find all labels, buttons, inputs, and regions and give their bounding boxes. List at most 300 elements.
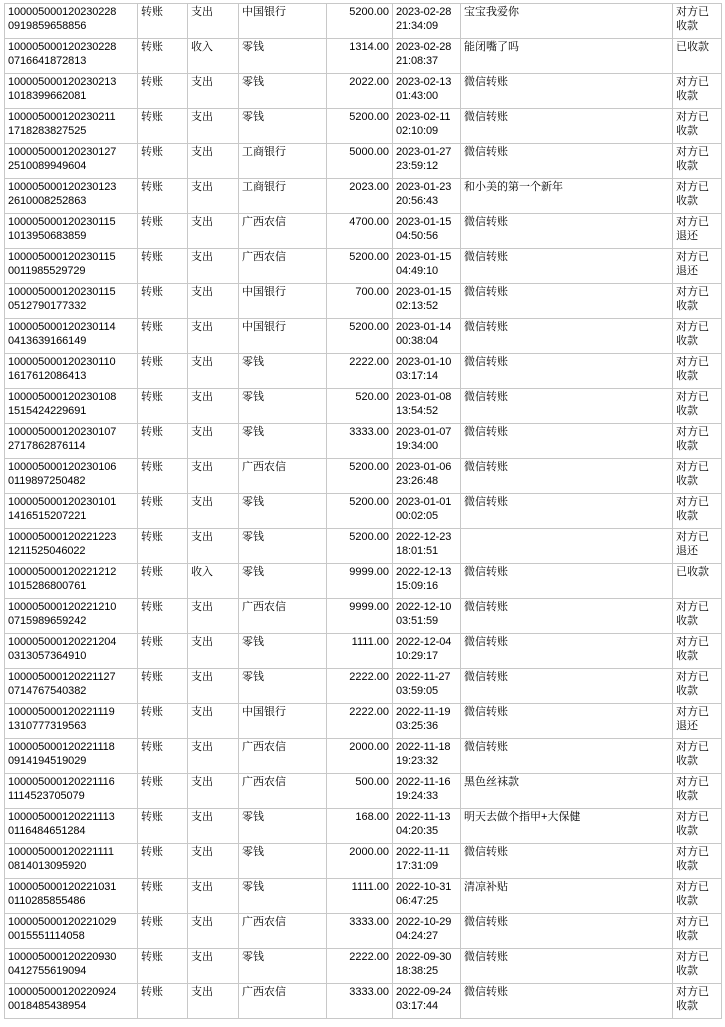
cell-remark: 微信转账 — [461, 634, 673, 669]
cell-channel: 零钱 — [239, 564, 327, 599]
cell-amount: 5200.00 — [327, 109, 393, 144]
table-row[interactable] — [5, 4, 722, 39]
cell-time: 04:49:10 — [396, 264, 439, 277]
cell-remark: 微信转账 — [461, 844, 673, 879]
table-row[interactable] — [5, 214, 722, 249]
cell-amount: 5200.00 — [327, 4, 393, 39]
table-row[interactable] — [5, 389, 722, 424]
cell-remark: 微信转账 — [461, 354, 673, 389]
cell-channel: 零钱 — [239, 424, 327, 459]
cell-date: 2022-12-23 — [396, 531, 452, 543]
cell-transaction-type: 转账 — [138, 214, 188, 249]
cell-datetime — [393, 669, 461, 704]
cell-direction: 支出 — [188, 179, 239, 214]
cell-order-number: 100005000120230228 0716641872813 — [5, 39, 138, 74]
cell-transaction-type: 转账 — [138, 39, 188, 74]
cell-date: 2022-10-29 — [396, 916, 452, 928]
cell-channel: 广西农信 — [239, 914, 327, 949]
cell-time: 15:09:16 — [396, 579, 439, 592]
cell-order-number: 100005000120230114 0413639166149 — [5, 319, 138, 354]
table-row[interactable] — [5, 599, 722, 634]
cell-channel: 广西农信 — [239, 774, 327, 809]
cell-datetime — [393, 39, 461, 74]
cell-datetime — [393, 214, 461, 249]
cell-transaction-type: 转账 — [138, 284, 188, 319]
cell-transaction-type: 转账 — [138, 319, 188, 354]
cell-transaction-type: 转账 — [138, 74, 188, 109]
cell-remark: 微信转账 — [461, 214, 673, 249]
cell-datetime — [393, 529, 461, 564]
cell-datetime — [393, 319, 461, 354]
cell-transaction-type: 转账 — [138, 389, 188, 424]
cell-remark: 黑色丝袜款 — [461, 774, 673, 809]
cell-remark: 微信转账 — [461, 494, 673, 529]
cell-transaction-type: 转账 — [138, 424, 188, 459]
cell-remark: 能闭嘴了吗 — [461, 39, 673, 74]
cell-channel: 中国银行 — [239, 284, 327, 319]
cell-transaction-type: 转账 — [138, 179, 188, 214]
cell-order-number: 100005000120221223 1211525046022 — [5, 529, 138, 564]
table-row[interactable] — [5, 319, 722, 354]
cell-datetime — [393, 949, 461, 984]
cell-direction: 支出 — [188, 634, 239, 669]
cell-remark: 微信转账 — [461, 74, 673, 109]
cell-status: 对方已收款 — [673, 109, 722, 144]
cell-transaction-type: 转账 — [138, 634, 188, 669]
cell-order-number: 100005000120221212 1015286800761 — [5, 564, 138, 599]
cell-datetime — [393, 774, 461, 809]
cell-status: 对方已收款 — [673, 389, 722, 424]
cell-direction: 支出 — [188, 844, 239, 879]
cell-order-number: 100005000120221204 0313057364910 — [5, 634, 138, 669]
cell-time: 04:20:35 — [396, 824, 439, 837]
cell-direction: 支出 — [188, 74, 239, 109]
cell-amount: 4700.00 — [327, 214, 393, 249]
cell-direction: 支出 — [188, 214, 239, 249]
cell-direction: 支出 — [188, 459, 239, 494]
cell-order-number: 100005000120230213 1018399662081 — [5, 74, 138, 109]
cell-remark: 微信转账 — [461, 284, 673, 319]
cell-datetime — [393, 844, 461, 879]
cell-amount: 5200.00 — [327, 459, 393, 494]
cell-direction: 支出 — [188, 914, 239, 949]
cell-datetime — [393, 424, 461, 459]
cell-status: 对方已收款 — [673, 669, 722, 704]
cell-transaction-type: 转账 — [138, 809, 188, 844]
cell-date: 2022-12-13 — [396, 566, 452, 578]
cell-datetime — [393, 109, 461, 144]
cell-order-number: 100005000120221210 0715989659242 — [5, 599, 138, 634]
cell-status: 对方已收款 — [673, 319, 722, 354]
cell-channel: 中国银行 — [239, 704, 327, 739]
cell-remark: 微信转账 — [461, 599, 673, 634]
cell-channel: 零钱 — [239, 529, 327, 564]
cell-time: 01:43:00 — [396, 89, 439, 102]
cell-status: 对方已收款 — [673, 354, 722, 389]
table-row[interactable] — [5, 284, 722, 319]
cell-date: 2022-12-10 — [396, 601, 452, 613]
cell-direction: 支出 — [188, 879, 239, 914]
table-row[interactable] — [5, 809, 722, 844]
cell-status: 对方已退还 — [673, 704, 722, 739]
cell-channel: 零钱 — [239, 354, 327, 389]
cell-status: 对方已收款 — [673, 459, 722, 494]
table-row[interactable] — [5, 774, 722, 809]
cell-channel: 广西农信 — [239, 739, 327, 774]
cell-channel: 零钱 — [239, 634, 327, 669]
cell-channel: 中国银行 — [239, 319, 327, 354]
cell-channel: 广西农信 — [239, 599, 327, 634]
cell-direction: 支出 — [188, 109, 239, 144]
cell-remark: 和小美的第一个新年 — [461, 179, 673, 214]
cell-status: 已收款 — [673, 564, 722, 599]
cell-status: 对方已退还 — [673, 214, 722, 249]
cell-time: 23:59:12 — [396, 159, 439, 172]
cell-order-number: 100005000120221113 0116484651284 — [5, 809, 138, 844]
cell-amount: 2222.00 — [327, 354, 393, 389]
transaction-table-body — [5, 4, 722, 1019]
cell-order-number: 100005000120230115 1013950683859 — [5, 214, 138, 249]
cell-amount: 5200.00 — [327, 494, 393, 529]
cell-channel: 零钱 — [239, 494, 327, 529]
cell-channel: 工商银行 — [239, 179, 327, 214]
cell-datetime — [393, 634, 461, 669]
cell-time: 04:24:27 — [396, 929, 439, 942]
cell-amount: 500.00 — [327, 774, 393, 809]
cell-status: 对方已收款 — [673, 809, 722, 844]
table-row[interactable] — [5, 984, 722, 1019]
cell-direction: 支出 — [188, 599, 239, 634]
table-row[interactable] — [5, 39, 722, 74]
table-row[interactable] — [5, 109, 722, 144]
cell-remark: 微信转账 — [461, 669, 673, 704]
cell-time: 04:50:56 — [396, 229, 439, 242]
table-row[interactable] — [5, 529, 722, 564]
cell-order-number: 100005000120221119 1310777319563 — [5, 704, 138, 739]
cell-amount: 2000.00 — [327, 739, 393, 774]
cell-time: 18:01:51 — [396, 544, 439, 557]
cell-datetime — [393, 459, 461, 494]
cell-time: 10:29:17 — [396, 649, 439, 662]
cell-transaction-type: 转账 — [138, 914, 188, 949]
cell-channel: 零钱 — [239, 669, 327, 704]
cell-date: 2022-09-24 — [396, 986, 452, 998]
cell-order-number: 100005000120230101 1416515207221 — [5, 494, 138, 529]
cell-transaction-type: 转账 — [138, 739, 188, 774]
transaction-table — [4, 3, 722, 1019]
cell-date: 2022-11-19 — [396, 706, 451, 718]
cell-date: 2023-02-28 — [396, 41, 452, 53]
cell-remark: 微信转账 — [461, 949, 673, 984]
cell-direction: 支出 — [188, 774, 239, 809]
cell-order-number: 100005000120221116 1114523705079 — [5, 774, 138, 809]
cell-amount: 5000.00 — [327, 144, 393, 179]
cell-status: 对方已收款 — [673, 739, 722, 774]
table-row[interactable] — [5, 634, 722, 669]
cell-remark: 宝宝我爱你 — [461, 4, 673, 39]
cell-amount: 3333.00 — [327, 984, 393, 1019]
cell-order-number: 100005000120230115 0512790177332 — [5, 284, 138, 319]
cell-channel: 零钱 — [239, 879, 327, 914]
cell-datetime — [393, 564, 461, 599]
cell-datetime — [393, 249, 461, 284]
cell-order-number: 100005000120230110 1617612086413 — [5, 354, 138, 389]
cell-date: 2023-02-13 — [396, 76, 452, 88]
cell-channel: 零钱 — [239, 844, 327, 879]
cell-direction: 支出 — [188, 144, 239, 179]
cell-status: 对方已收款 — [673, 424, 722, 459]
cell-direction: 支出 — [188, 319, 239, 354]
cell-datetime — [393, 879, 461, 914]
cell-status: 对方已收款 — [673, 284, 722, 319]
cell-amount: 2222.00 — [327, 704, 393, 739]
cell-time: 20:56:43 — [396, 194, 439, 207]
cell-date: 2023-01-07 — [396, 426, 452, 438]
cell-amount: 5200.00 — [327, 529, 393, 564]
cell-order-number: 100005000120221029 0015551114058 — [5, 914, 138, 949]
cell-time: 03:59:05 — [396, 684, 439, 697]
table-row[interactable] — [5, 424, 722, 459]
cell-amount: 1111.00 — [327, 634, 393, 669]
cell-amount: 9999.00 — [327, 599, 393, 634]
cell-direction: 支出 — [188, 739, 239, 774]
cell-transaction-type: 转账 — [138, 109, 188, 144]
table-row[interactable] — [5, 249, 722, 284]
cell-status: 对方已收款 — [673, 879, 722, 914]
cell-amount: 168.00 — [327, 809, 393, 844]
cell-channel: 零钱 — [239, 39, 327, 74]
cell-time: 19:34:00 — [396, 439, 439, 452]
cell-order-number: 100005000120230127 2510089949604 — [5, 144, 138, 179]
cell-channel: 工商银行 — [239, 144, 327, 179]
cell-amount: 5200.00 — [327, 319, 393, 354]
cell-datetime — [393, 739, 461, 774]
cell-direction: 支出 — [188, 984, 239, 1019]
cell-status: 对方已收款 — [673, 984, 722, 1019]
cell-date: 2022-11-13 — [396, 811, 451, 823]
cell-date: 2023-01-15 — [396, 286, 452, 298]
cell-time: 23:26:48 — [396, 474, 439, 487]
cell-date: 2023-01-27 — [396, 146, 452, 158]
cell-channel: 广西农信 — [239, 459, 327, 494]
cell-order-number: 100005000120221111 0814013095920 — [5, 844, 138, 879]
table-row[interactable] — [5, 564, 722, 599]
cell-status: 对方已收款 — [673, 634, 722, 669]
cell-status: 对方已退还 — [673, 249, 722, 284]
cell-order-number: 100005000120221127 0714767540382 — [5, 669, 138, 704]
cell-channel: 中国银行 — [239, 4, 327, 39]
cell-transaction-type: 转账 — [138, 879, 188, 914]
cell-status: 对方已收款 — [673, 949, 722, 984]
cell-amount: 520.00 — [327, 389, 393, 424]
cell-time: 13:54:52 — [396, 404, 439, 417]
cell-date: 2023-02-28 — [396, 6, 452, 18]
cell-direction: 支出 — [188, 354, 239, 389]
cell-status: 对方已收款 — [673, 179, 722, 214]
cell-transaction-type: 转账 — [138, 984, 188, 1019]
table-row[interactable] — [5, 914, 722, 949]
cell-datetime — [393, 599, 461, 634]
table-row[interactable] — [5, 74, 722, 109]
table-row[interactable] — [5, 739, 722, 774]
cell-remark — [461, 529, 673, 564]
cell-date: 2022-09-30 — [396, 951, 452, 963]
cell-date: 2023-01-15 — [396, 216, 452, 228]
cell-remark: 微信转账 — [461, 249, 673, 284]
table-row[interactable] — [5, 459, 722, 494]
cell-datetime — [393, 284, 461, 319]
cell-direction: 支出 — [188, 249, 239, 284]
cell-remark: 微信转账 — [461, 564, 673, 599]
cell-transaction-type: 转账 — [138, 249, 188, 284]
cell-transaction-type: 转账 — [138, 844, 188, 879]
cell-transaction-type: 转账 — [138, 144, 188, 179]
cell-datetime — [393, 984, 461, 1019]
table-row[interactable] — [5, 179, 722, 214]
cell-transaction-type: 转账 — [138, 599, 188, 634]
cell-channel: 零钱 — [239, 74, 327, 109]
table-row[interactable] — [5, 949, 722, 984]
cell-transaction-type: 转账 — [138, 949, 188, 984]
cell-date: 2022-10-31 — [396, 881, 452, 893]
cell-time: 03:25:36 — [396, 719, 439, 732]
cell-datetime — [393, 74, 461, 109]
cell-date: 2022-11-27 — [396, 671, 451, 683]
cell-order-number: 100005000120221118 0914194519029 — [5, 739, 138, 774]
cell-remark: 微信转账 — [461, 424, 673, 459]
cell-remark: 微信转账 — [461, 144, 673, 179]
cell-datetime — [393, 494, 461, 529]
cell-time: 18:38:25 — [396, 964, 439, 977]
cell-transaction-type: 转账 — [138, 564, 188, 599]
cell-transaction-type: 转账 — [138, 459, 188, 494]
cell-remark: 清凉补贴 — [461, 879, 673, 914]
cell-amount: 3333.00 — [327, 424, 393, 459]
cell-direction: 支出 — [188, 704, 239, 739]
cell-direction: 支出 — [188, 529, 239, 564]
table-row[interactable] — [5, 844, 722, 879]
table-row[interactable] — [5, 494, 722, 529]
cell-transaction-type: 转账 — [138, 704, 188, 739]
table-row[interactable] — [5, 354, 722, 389]
cell-time: 21:34:09 — [396, 19, 439, 32]
cell-datetime — [393, 354, 461, 389]
cell-remark: 微信转账 — [461, 389, 673, 424]
cell-time: 00:38:04 — [396, 334, 439, 347]
cell-status: 对方已收款 — [673, 914, 722, 949]
cell-channel: 零钱 — [239, 949, 327, 984]
cell-remark: 微信转账 — [461, 109, 673, 144]
cell-datetime — [393, 144, 461, 179]
table-row[interactable] — [5, 704, 722, 739]
cell-date: 2023-01-06 — [396, 461, 452, 473]
cell-date: 2022-11-18 — [396, 741, 451, 753]
cell-datetime — [393, 179, 461, 214]
cell-date: 2023-01-15 — [396, 251, 452, 263]
cell-time: 00:02:05 — [396, 509, 439, 522]
cell-direction: 收入 — [188, 39, 239, 74]
cell-order-number: 100005000120230211 1718283827525 — [5, 109, 138, 144]
cell-status: 对方已收款 — [673, 844, 722, 879]
cell-date: 2023-01-23 — [396, 181, 452, 193]
table-row[interactable] — [5, 669, 722, 704]
cell-date: 2023-01-01 — [396, 496, 452, 508]
cell-transaction-type: 转账 — [138, 669, 188, 704]
cell-direction: 支出 — [188, 809, 239, 844]
cell-date: 2023-01-10 — [396, 356, 452, 368]
cell-time: 21:08:37 — [396, 54, 439, 67]
cell-status: 对方已收款 — [673, 74, 722, 109]
cell-date: 2022-11-16 — [396, 776, 451, 788]
cell-date: 2022-11-11 — [396, 846, 450, 858]
cell-remark: 明天去做个指甲+大保健 — [461, 809, 673, 844]
cell-status: 已收款 — [673, 39, 722, 74]
cell-datetime — [393, 704, 461, 739]
cell-channel: 零钱 — [239, 809, 327, 844]
cell-time: 06:47:25 — [396, 894, 439, 907]
cell-status: 对方已收款 — [673, 774, 722, 809]
cell-amount: 2023.00 — [327, 179, 393, 214]
cell-order-number: 100005000120230228 0919859658856 — [5, 4, 138, 39]
cell-amount: 2022.00 — [327, 74, 393, 109]
cell-status: 对方已收款 — [673, 144, 722, 179]
cell-channel: 广西农信 — [239, 214, 327, 249]
cell-amount: 1314.00 — [327, 39, 393, 74]
cell-datetime — [393, 389, 461, 424]
cell-status: 对方已退还 — [673, 529, 722, 564]
cell-time: 03:51:59 — [396, 614, 439, 627]
cell-time: 17:31:09 — [396, 859, 439, 872]
cell-direction: 支出 — [188, 669, 239, 704]
transaction-sheet — [0, 3, 725, 1019]
cell-time: 02:10:09 — [396, 124, 439, 137]
cell-channel: 零钱 — [239, 389, 327, 424]
cell-time: 02:13:52 — [396, 299, 439, 312]
cell-date: 2023-01-14 — [396, 321, 452, 333]
cell-amount: 3333.00 — [327, 914, 393, 949]
cell-order-number: 100005000120230123 2610008252863 — [5, 179, 138, 214]
cell-amount: 2000.00 — [327, 844, 393, 879]
cell-transaction-type: 转账 — [138, 774, 188, 809]
cell-date: 2023-01-08 — [396, 391, 452, 403]
cell-transaction-type: 转账 — [138, 354, 188, 389]
cell-channel: 广西农信 — [239, 249, 327, 284]
cell-amount: 2222.00 — [327, 949, 393, 984]
cell-remark: 微信转账 — [461, 739, 673, 774]
cell-transaction-type: 转账 — [138, 529, 188, 564]
cell-remark: 微信转账 — [461, 319, 673, 354]
cell-datetime — [393, 4, 461, 39]
cell-transaction-type: 转账 — [138, 494, 188, 529]
cell-order-number: 100005000120220930 0412755619094 — [5, 949, 138, 984]
table-row[interactable] — [5, 144, 722, 179]
cell-datetime — [393, 809, 461, 844]
cell-remark: 微信转账 — [461, 704, 673, 739]
cell-remark: 微信转账 — [461, 459, 673, 494]
cell-channel: 广西农信 — [239, 984, 327, 1019]
cell-channel: 零钱 — [239, 109, 327, 144]
cell-direction: 支出 — [188, 949, 239, 984]
cell-order-number: 100005000120230107 2717862876114 — [5, 424, 138, 459]
cell-direction: 支出 — [188, 494, 239, 529]
cell-remark: 微信转账 — [461, 914, 673, 949]
table-row[interactable] — [5, 879, 722, 914]
cell-direction: 支出 — [188, 4, 239, 39]
cell-status: 对方已收款 — [673, 494, 722, 529]
cell-time: 19:24:33 — [396, 789, 439, 802]
cell-date: 2023-02-11 — [396, 111, 451, 123]
cell-remark: 微信转账 — [461, 984, 673, 1019]
